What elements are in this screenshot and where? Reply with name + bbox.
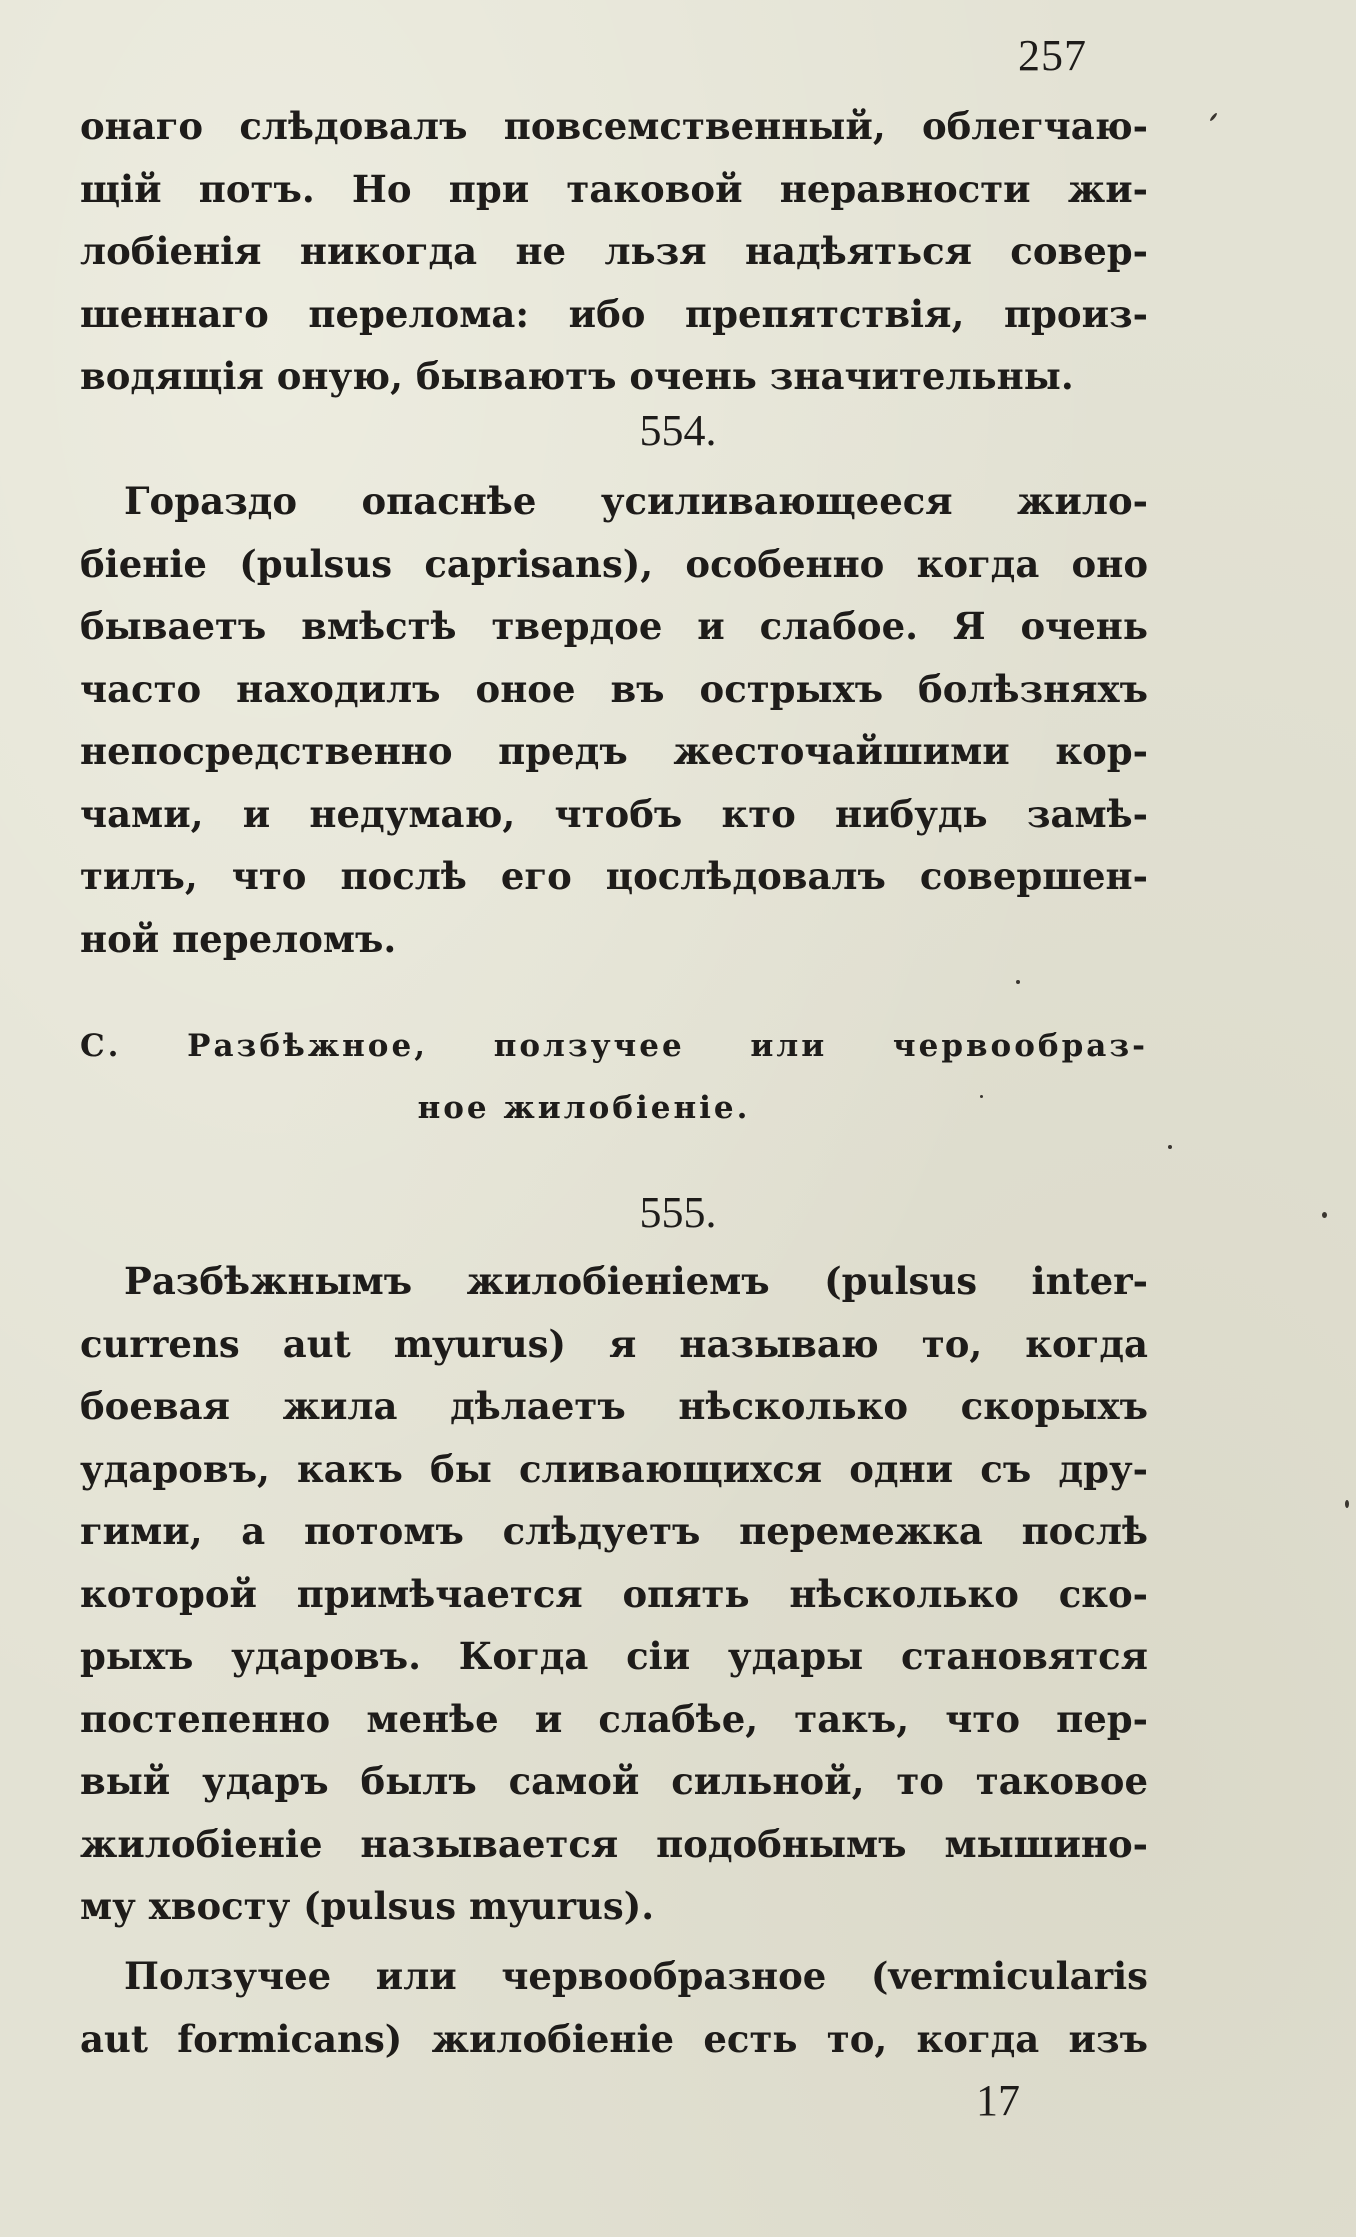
text-line: шеннаго перелома: ибо препятствія, произ- bbox=[80, 291, 1148, 336]
heading-line: С. Разбѣжное, ползучее или червообраз- bbox=[80, 1028, 1148, 1064]
text-line: постепенно менѣе и слабѣе, такъ, что пер- bbox=[80, 1696, 1148, 1741]
text-line: Гораздо опаснѣе усиливающееся жило- bbox=[124, 479, 1148, 523]
paper-speck bbox=[1345, 1500, 1349, 1508]
text-line: которой примѣчается опять нѣсколько ско- bbox=[80, 1571, 1148, 1616]
paper-speck bbox=[980, 1095, 983, 1098]
text-line: щій потъ. Но при таковой неравности жи- bbox=[80, 166, 1148, 211]
text-line: aut formicans) жилобіеніе есть то, когда изъ bbox=[80, 2016, 1148, 2061]
text-line: біеніе (pulsus caprisans), особенно когда оно bbox=[80, 541, 1148, 586]
text-line: рыхъ ударовъ. Когда сіи удары становятся bbox=[80, 1634, 1148, 1678]
text-line: гими, а потомъ слѣдуетъ перемежка послѣ bbox=[80, 1509, 1148, 1553]
paper-speck bbox=[1209, 112, 1218, 122]
text-line: currens aut myurus) я называю то, когда bbox=[80, 1321, 1148, 1366]
text-line: ной переломъ. bbox=[80, 916, 397, 961]
text-line: Разбѣжнымъ жилобіеніемъ (pulsus inter- bbox=[124, 1259, 1148, 1303]
paragraph-555 bbox=[80, 1250, 1148, 1938]
text-line: тилъ, что послѣ его цослѣдовалъ совершен- bbox=[80, 854, 1148, 898]
paper-speck bbox=[1016, 980, 1020, 984]
text-line: непосредственно предъ жесточайшими кор- bbox=[80, 729, 1148, 773]
text-line: боевая жила дѣлаетъ нѣсколько скорыхъ bbox=[80, 1384, 1148, 1428]
signature-mark: 17 bbox=[976, 2076, 1020, 2125]
text-line: часто находилъ оное въ острыхъ болѣзняхъ bbox=[80, 666, 1148, 711]
paper-speck bbox=[1322, 1212, 1327, 1218]
text-line: онаго слѣдовалъ повсемственный, облегчаю- bbox=[80, 104, 1148, 148]
text-line: чами, и недумаю, чтобъ кто нибудь замѣ- bbox=[80, 791, 1148, 836]
text-line: лобіенія никогда не льзя надѣяться совер- bbox=[80, 229, 1148, 273]
text-line: вый ударъ былъ самой сильной, то таковое bbox=[80, 1759, 1148, 1803]
paper-speck bbox=[1168, 1145, 1172, 1149]
paragraph-555-continued bbox=[80, 1945, 1148, 2070]
text-line: ударовъ, какъ бы сливающихся одни съ дру- bbox=[80, 1446, 1148, 1491]
text-line: му хвосту (pulsus myurus). bbox=[80, 1884, 655, 1928]
text-line: жилобіеніе называется подобнымъ мышино- bbox=[80, 1821, 1148, 1866]
section-heading bbox=[80, 1015, 1148, 1139]
text-line: водящія оную, бываютъ очень значительны. bbox=[80, 354, 1074, 398]
text-line: бываетъ вмѣстѣ твердое и слабое. Я очень bbox=[80, 604, 1148, 648]
section-number-554: 554. bbox=[639, 406, 717, 455]
paragraph-554 bbox=[80, 470, 1148, 970]
text-line: Ползучее или червообразное (vermicularis bbox=[124, 1954, 1148, 1998]
section-number-555: 555. bbox=[639, 1188, 717, 1237]
page-number: 257 bbox=[1018, 31, 1087, 80]
heading-line: ное жилобіеніе. bbox=[417, 1090, 751, 1126]
paragraph-continuation bbox=[80, 95, 1148, 408]
